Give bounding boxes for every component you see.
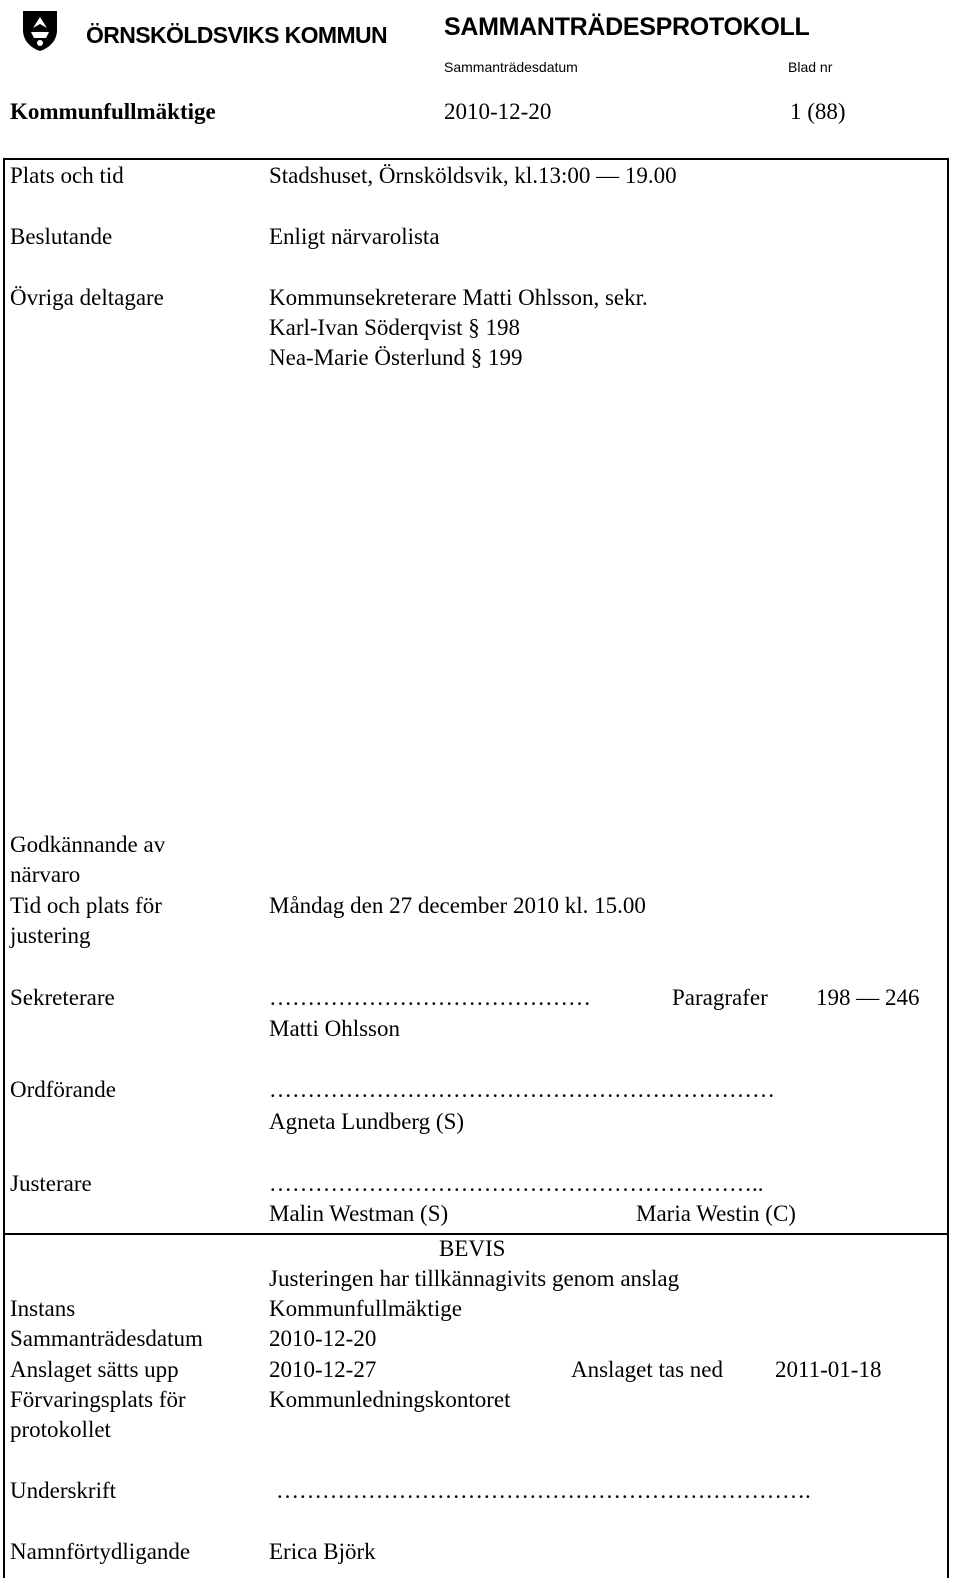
meeting-date: 2010-12-20	[444, 99, 552, 124]
secretary-label: Sekreterare	[10, 985, 115, 1010]
meeting-date-row-label: Sammanträdesdatum	[10, 1326, 203, 1351]
adjuster-name-2: Maria Westin (C)	[636, 1201, 796, 1226]
adjustment-time-value: Måndag den 27 december 2010 kl. 15.00	[269, 893, 646, 918]
bevis-title: BEVIS	[439, 1236, 506, 1261]
name-clarification-value: Erica Björk	[269, 1539, 376, 1564]
storage-label: Förvaringsplats för protokollet	[10, 1387, 186, 1442]
signature-line: …………………………………………………………….	[276, 1478, 811, 1503]
decision-makers-label: Beslutande	[10, 224, 113, 249]
secretary-signature-line: ……………………………………	[269, 985, 591, 1010]
meeting-date-label: Sammanträdesdatum	[444, 59, 578, 75]
adjuster-name-1: Malin Westman (S)	[269, 1201, 449, 1226]
posted-label: Anslaget sätts upp	[10, 1357, 179, 1382]
chairman-label: Ordförande	[10, 1077, 117, 1102]
secretary-name: Matti Ohlsson	[269, 1016, 400, 1041]
chairman-name: Agneta Lundberg (S)	[269, 1109, 465, 1134]
paragraphs-value: 198 — 246	[816, 985, 920, 1010]
other-participants-label: Övriga deltagare	[10, 285, 164, 310]
paragraphs-label: Paragrafer	[672, 985, 768, 1010]
decision-makers-value: Enligt närvarolista	[269, 224, 440, 249]
other-participant: Nea-Marie Österlund § 199	[269, 345, 523, 370]
other-participant: Karl-Ivan Söderqvist § 198	[269, 315, 521, 340]
meeting-date-row-value: 2010-12-20	[269, 1326, 377, 1351]
bevis-statement: Justeringen har tillkännagivits genom anslag	[269, 1266, 680, 1291]
place-time-value: Stadshuset, Örnsköldsvik, kl.13:00 — 19.00	[269, 163, 677, 188]
committee-name: Kommunfullmäktige	[10, 99, 216, 124]
storage-value: Kommunledningskontoret	[269, 1387, 511, 1412]
adjuster-signature-line: ………………………………………………………..	[269, 1171, 764, 1196]
place-time-label: Plats och tid	[10, 163, 124, 188]
other-participant: Kommunsekreterare Matti Ohlsson, sekr.	[269, 285, 648, 310]
instance-label: Instans	[10, 1296, 76, 1321]
chairman-signature-line: …………………………………………………………	[269, 1077, 775, 1102]
coat-of-arms-icon	[20, 8, 60, 52]
removed-label: Anslaget tas ned	[571, 1357, 724, 1382]
signature-label: Underskrift	[10, 1478, 117, 1503]
posted-value: 2010-12-27	[269, 1357, 377, 1382]
adjustment-time-label: Tid och plats för justering	[10, 893, 162, 948]
page-number: 1 (88)	[790, 99, 846, 124]
name-clarification-label: Namnförtydligande	[10, 1539, 191, 1564]
instance-value: Kommunfullmäktige	[269, 1296, 462, 1321]
removed-value: 2011-01-18	[775, 1357, 882, 1382]
page-number-label: Blad nr	[788, 59, 833, 75]
document-type-title: SAMMANTRÄDESPROTOKOLL	[444, 13, 810, 41]
municipality-name: ÖRNSKÖLDSVIKS KOMMUN	[86, 22, 388, 48]
attendance-approval-label: Godkännande av närvaro	[10, 832, 166, 887]
municipality-logo	[20, 8, 388, 52]
adjuster-label: Justerare	[10, 1171, 92, 1196]
